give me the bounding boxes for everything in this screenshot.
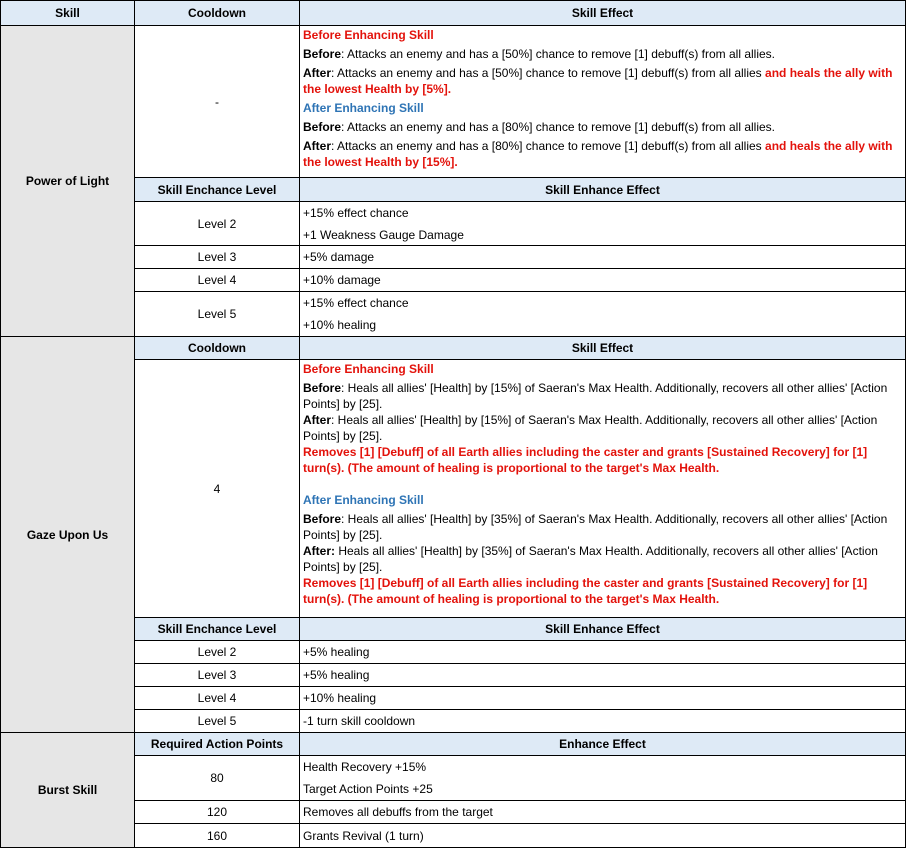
after-enhancing-title: After Enhancing Skill — [303, 101, 424, 115]
level-effect-cell: +5% damage — [300, 246, 906, 269]
effect-line: Before: Attacks an enemy and has a [80%] chance to remove [1] debuff(s) from all allies. — [303, 120, 776, 134]
cooldown-value: - — [135, 26, 300, 178]
header-skill-enhance-effect: Skill Enhance Effect — [300, 618, 906, 641]
effect-line: After: Attacks an enemy and has a [80%] chance to remove [1] debuff(s) from all allies and heals the ally with the lowest Health by [15%]. — [303, 139, 893, 169]
level-effect-cell: +5% healing — [300, 641, 906, 664]
action-points-cell: 160 — [135, 824, 300, 848]
burst-effect-cell: Removes all debuffs from the target — [300, 801, 906, 824]
level-cell: Level 5 — [135, 710, 300, 733]
level-cell: Level 3 — [135, 246, 300, 269]
effect-line-red: Removes [1] [Debuff] of all Earth allies including the caster and grants [Sustained Recovery] for [1] turn(s). (The amount of healing is proportional to the target's Max Health. — [303, 576, 868, 606]
before-enhancing-title: Before Enhancing Skill — [303, 28, 434, 42]
level-effect-cell: +5% healing — [300, 664, 906, 687]
level-cell: Level 2 — [135, 641, 300, 664]
effect-line-red: Removes [1] [Debuff] of all Earth allies including the caster and grants [Sustained Recovery] for [1] turn(s). (The amount of healing is proportional to the target's Max Health. — [303, 445, 868, 475]
effect-line: After: Attacks an enemy and has a [50%] chance to remove [1] debuff(s) from all allies and heals the ally with the lowest Health by [5%]. — [303, 66, 893, 96]
cooldown-value: 4 — [135, 360, 300, 618]
level-cell: Level 4 — [135, 269, 300, 292]
effect-line: Before: Heals all allies' [Health] by [35%] of Saeran's Max Health. Additionally, recovers all other allies' [Action Points] by [25]. — [303, 512, 888, 542]
level-effect-cell: +10% damage — [300, 269, 906, 292]
skill-effect-cell — [300, 360, 906, 618]
header-skill-effect: Skill Effect — [300, 337, 906, 360]
level-cell: Level 2 — [135, 202, 300, 246]
effect-line: After: Heals all allies' [Health] by [35%] of Saeran's Max Health. Additionally, recovers all other allies' [Action Points] by [25]. — [303, 544, 878, 574]
skill-name-gaze-upon-us: Gaze Upon Us — [1, 337, 135, 733]
level-effect-cell: +15% effect chance +10% healing — [300, 292, 906, 337]
level-effect-cell: +15% effect chance +1 Weakness Gauge Damage — [300, 202, 906, 246]
burst-effect-cell: Health Recovery +15% Target Action Points +25 — [300, 756, 906, 801]
header-skill-enchance-level: Skill Enchance Level — [135, 618, 300, 641]
header-cooldown: Cooldown — [135, 1, 300, 26]
after-enhancing-title: After Enhancing Skill — [303, 493, 424, 507]
level-effect-cell: -1 turn skill cooldown — [300, 710, 906, 733]
skill-name-power-of-light: Power of Light — [1, 26, 135, 337]
skill-effect-cell — [300, 26, 906, 178]
level-cell: Level 5 — [135, 292, 300, 337]
level-cell: Level 3 — [135, 664, 300, 687]
skill-name-burst-skill: Burst Skill — [1, 733, 135, 848]
action-points-cell: 80 — [135, 756, 300, 801]
header-skill-enhance-effect: Skill Enhance Effect — [300, 178, 906, 202]
level-effect-cell: +10% healing — [300, 687, 906, 710]
header-enhance-effect: Enhance Effect — [300, 733, 906, 756]
header-required-action-points: Required Action Points — [135, 733, 300, 756]
header-skill-effect: Skill Effect — [300, 1, 906, 26]
level-cell: Level 4 — [135, 687, 300, 710]
header-skill-enchance-level: Skill Enchance Level — [135, 178, 300, 202]
before-enhancing-title: Before Enhancing Skill — [303, 362, 434, 376]
effect-line: After: Heals all allies' [Health] by [15%] of Saeran's Max Health. Additionally, recovers all other allies' [Action Points] by [25]. — [303, 413, 878, 443]
header-cooldown: Cooldown — [135, 337, 300, 360]
effect-line: Before: Heals all allies' [Health] by [15%] of Saeran's Max Health. Additionally, recovers all other allies' [Action Points] by [25]. — [303, 381, 888, 411]
header-skill: Skill — [1, 1, 135, 26]
action-points-cell: 120 — [135, 801, 300, 824]
effect-line: Before: Attacks an enemy and has a [50%] chance to remove [1] debuff(s) from all allies. — [303, 47, 776, 61]
burst-effect-cell: Grants Revival (1 turn) — [300, 824, 906, 848]
